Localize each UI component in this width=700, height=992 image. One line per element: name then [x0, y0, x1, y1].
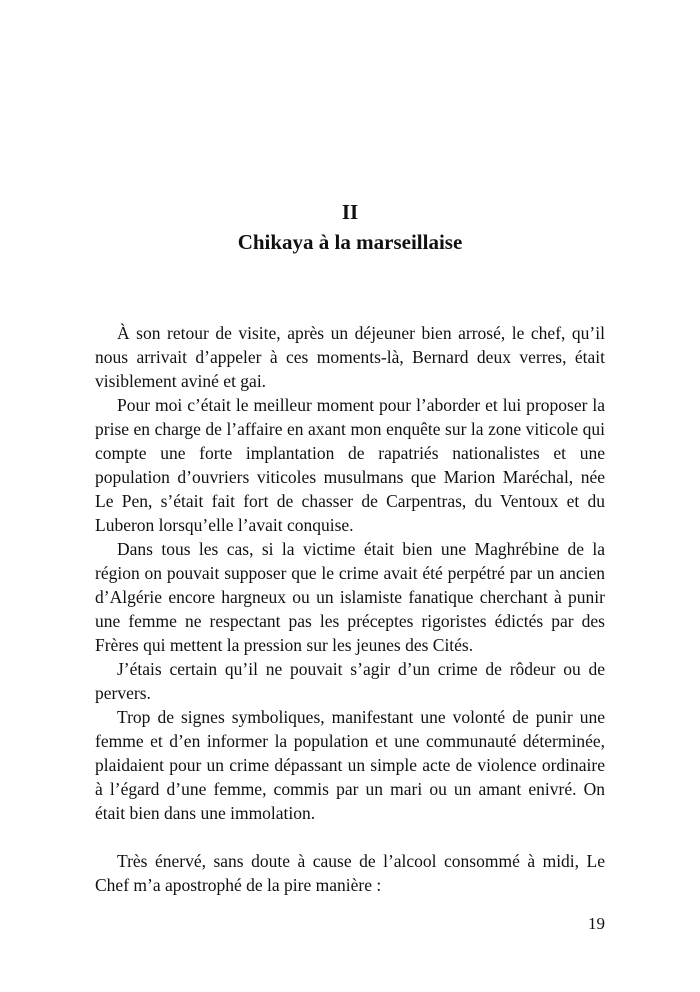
chapter-title: Chikaya à la marseillaise	[237, 230, 463, 254]
body-text-continued	[95, 849, 605, 897]
paragraph: Trop de signes symboliques, manifestant une volonté de punir une femme et d’en informer la population et une communauté déterminée, plaidaient pour un crime dépassant un simple acte de violence ordinaire à l’égard d’une femme, commis par un mari ou un amant enivré. On était bien dans une immolation.	[95, 707, 605, 823]
paragraph: Dans tous les cas, si la victime était bien une Maghrébine de la région on pouvait supposer que le crime avait été perpétré par un ancien d’Algérie encore hargneux ou un islamiste fanatique cherchant à punir une femme ne respectant pas les préceptes rigoristes édictés par des Frères qui mettent la pression sur les jeunes des Cités.	[95, 539, 605, 655]
page-number: 19	[588, 914, 605, 933]
chapter-number: II	[341, 200, 359, 224]
body-text	[95, 321, 605, 825]
paragraph: J’étais certain qu’il ne pouvait s’agir d’un crime de rôdeur ou de pervers.	[95, 659, 605, 703]
paragraph: À son retour de visite, après un déjeuner bien arrosé, le chef, qu’il nous arrivait d’appeler à ces moments-là, Bernard deux verres, était visiblement aviné et gai.	[95, 323, 605, 391]
paragraph: Très énervé, sans doute à cause de l’alcool consommé à midi, Le Chef m’a apostrophé de la pire manière :	[95, 851, 605, 895]
paragraph: Pour moi c’était le meilleur moment pour l’aborder et lui proposer la prise en charge de l’affaire en axant mon enquête sur la zone viticole qui compte une forte implantation de rapatriés nationalistes et une population d’ouvriers viticoles musulmans que Marion Maréchal, née Le Pen, s’était fait fort de chasser de Carpentras, du Ventoux et du Luberon lorsqu’elle l’avait conquise.	[95, 395, 605, 535]
